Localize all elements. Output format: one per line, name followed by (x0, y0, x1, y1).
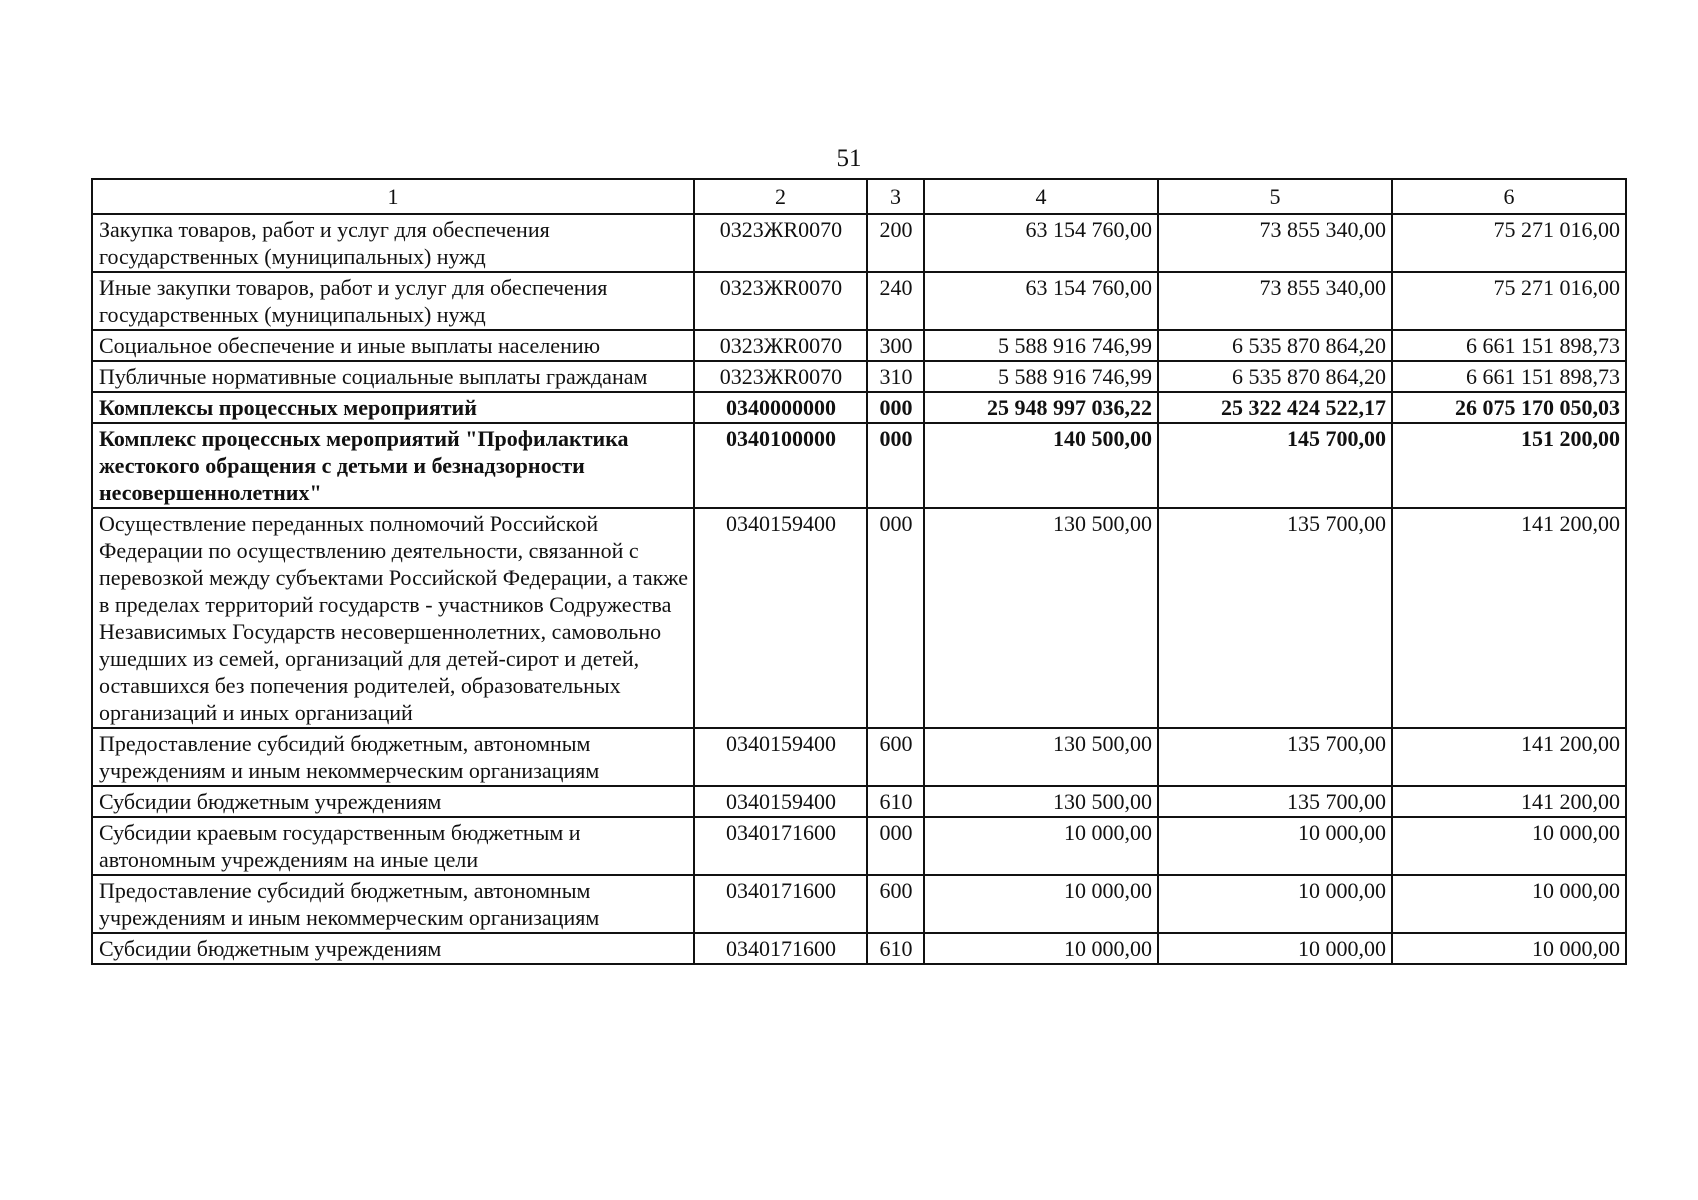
row-value-col4: 130 500,00 (924, 728, 1158, 786)
row-value-col6: 141 200,00 (1392, 728, 1626, 786)
row-kind: 240 (867, 272, 924, 330)
row-value-col5: 6 535 870 864,20 (1158, 361, 1392, 392)
row-kind: 000 (867, 423, 924, 508)
row-value-col4: 10 000,00 (924, 817, 1158, 875)
row-kind: 600 (867, 728, 924, 786)
row-value-col4: 130 500,00 (924, 786, 1158, 817)
header-cell-6: 6 (1392, 179, 1626, 214)
row-code: 0340100000 (694, 423, 867, 508)
row-value-col6: 75 271 016,00 (1392, 272, 1626, 330)
table-row (92, 361, 1626, 392)
row-value-col6: 141 200,00 (1392, 786, 1626, 817)
table-row (92, 392, 1626, 423)
page-number: 51 (836, 145, 862, 172)
row-value-col6: 141 200,00 (1392, 508, 1626, 728)
row-value-col6: 151 200,00 (1392, 423, 1626, 508)
row-value-col5: 135 700,00 (1158, 508, 1392, 728)
table-row (92, 728, 1626, 786)
row-value-col4: 5 588 916 746,99 (924, 361, 1158, 392)
row-kind: 610 (867, 933, 924, 964)
row-code: 0323ЖR0070 (694, 330, 867, 361)
row-kind: 600 (867, 875, 924, 933)
row-code: 0340000000 (694, 392, 867, 423)
row-kind: 000 (867, 392, 924, 423)
table-row (92, 330, 1626, 361)
row-value-col6: 10 000,00 (1392, 933, 1626, 964)
table-row (92, 875, 1626, 933)
row-value-col5: 73 855 340,00 (1158, 214, 1392, 272)
table-body (92, 214, 1626, 964)
row-code: 0323ЖR0070 (694, 214, 867, 272)
row-code: 0340159400 (694, 508, 867, 728)
row-name: Публичные нормативные социальные выплаты гражданам (92, 361, 694, 392)
row-value-col5: 10 000,00 (1158, 933, 1392, 964)
row-value-col6: 10 000,00 (1392, 875, 1626, 933)
row-value-col5: 6 535 870 864,20 (1158, 330, 1392, 361)
table-row (92, 817, 1626, 875)
table-row (92, 933, 1626, 964)
row-code: 0340171600 (694, 875, 867, 933)
table-header (92, 179, 1626, 214)
row-value-col6: 10 000,00 (1392, 817, 1626, 875)
row-value-col4: 130 500,00 (924, 508, 1158, 728)
row-value-col4: 25 948 997 036,22 (924, 392, 1158, 423)
header-cell-3: 3 (867, 179, 924, 214)
row-value-col6: 26 075 170 050,03 (1392, 392, 1626, 423)
row-value-col5: 10 000,00 (1158, 875, 1392, 933)
header-cell-2: 2 (694, 179, 867, 214)
row-name: Комплекс процессных мероприятий "Профилактика жестокого обращения с детьми и безнадзорности несовершеннолетних" (92, 423, 694, 508)
header-cell-1: 1 (92, 179, 694, 214)
header-row (92, 179, 1626, 214)
table-row (92, 272, 1626, 330)
row-name: Субсидии бюджетным учреждениям (92, 933, 694, 964)
row-name: Социальное обеспечение и иные выплаты населению (92, 330, 694, 361)
table-row (92, 423, 1626, 508)
row-name: Субсидии бюджетным учреждениям (92, 786, 694, 817)
row-kind: 310 (867, 361, 924, 392)
row-name: Иные закупки товаров, работ и услуг для обеспечения государственных (муниципальных) нужд (92, 272, 694, 330)
row-value-col6: 6 661 151 898,73 (1392, 361, 1626, 392)
table-row (92, 214, 1626, 272)
row-code: 0323ЖR0070 (694, 272, 867, 330)
row-value-col5: 25 322 424 522,17 (1158, 392, 1392, 423)
header-cell-4: 4 (924, 179, 1158, 214)
header-cell-5: 5 (1158, 179, 1392, 214)
row-value-col4: 10 000,00 (924, 933, 1158, 964)
row-value-col4: 63 154 760,00 (924, 214, 1158, 272)
row-value-col5: 73 855 340,00 (1158, 272, 1392, 330)
row-kind: 200 (867, 214, 924, 272)
row-code: 0340171600 (694, 817, 867, 875)
row-code: 0340159400 (694, 786, 867, 817)
row-value-col4: 63 154 760,00 (924, 272, 1158, 330)
row-kind: 610 (867, 786, 924, 817)
row-code: 0340171600 (694, 933, 867, 964)
table-row (92, 508, 1626, 728)
row-value-col4: 140 500,00 (924, 423, 1158, 508)
row-kind: 300 (867, 330, 924, 361)
row-value-col6: 75 271 016,00 (1392, 214, 1626, 272)
row-value-col5: 135 700,00 (1158, 786, 1392, 817)
row-name: Комплексы процессных мероприятий (92, 392, 694, 423)
row-value-col5: 135 700,00 (1158, 728, 1392, 786)
row-code: 0340159400 (694, 728, 867, 786)
row-name: Субсидии краевым государственным бюджетным и автономным учреждениям на иные цели (92, 817, 694, 875)
row-value-col4: 5 588 916 746,99 (924, 330, 1158, 361)
row-value-col5: 10 000,00 (1158, 817, 1392, 875)
row-name: Осуществление переданных полномочий Российской Федерации по осуществлению деятельности, связанной с перевозкой между субъектами Российской Федерации, а также в пределах территорий государств - участников Содружества Независимых Государств несовершеннолетних, самовольно ушедших из семей, организаций для детей-сирот и детей, оставшихся без попечения родителей, образовательных организаций и иных организаций (92, 508, 694, 728)
row-kind: 000 (867, 817, 924, 875)
row-name: Предоставление субсидий бюджетным, автономным учреждениям и иным некоммерческим организациям (92, 728, 694, 786)
table-row (92, 786, 1626, 817)
row-code: 0323ЖR0070 (694, 361, 867, 392)
row-kind: 000 (867, 508, 924, 728)
row-value-col4: 10 000,00 (924, 875, 1158, 933)
row-value-col6: 6 661 151 898,73 (1392, 330, 1626, 361)
budget-table (91, 178, 1627, 965)
row-value-col5: 145 700,00 (1158, 423, 1392, 508)
row-name: Предоставление субсидий бюджетным, автономным учреждениям и иным некоммерческим организациям (92, 875, 694, 933)
row-name: Закупка товаров, работ и услуг для обеспечения государственных (муниципальных) нужд (92, 214, 694, 272)
